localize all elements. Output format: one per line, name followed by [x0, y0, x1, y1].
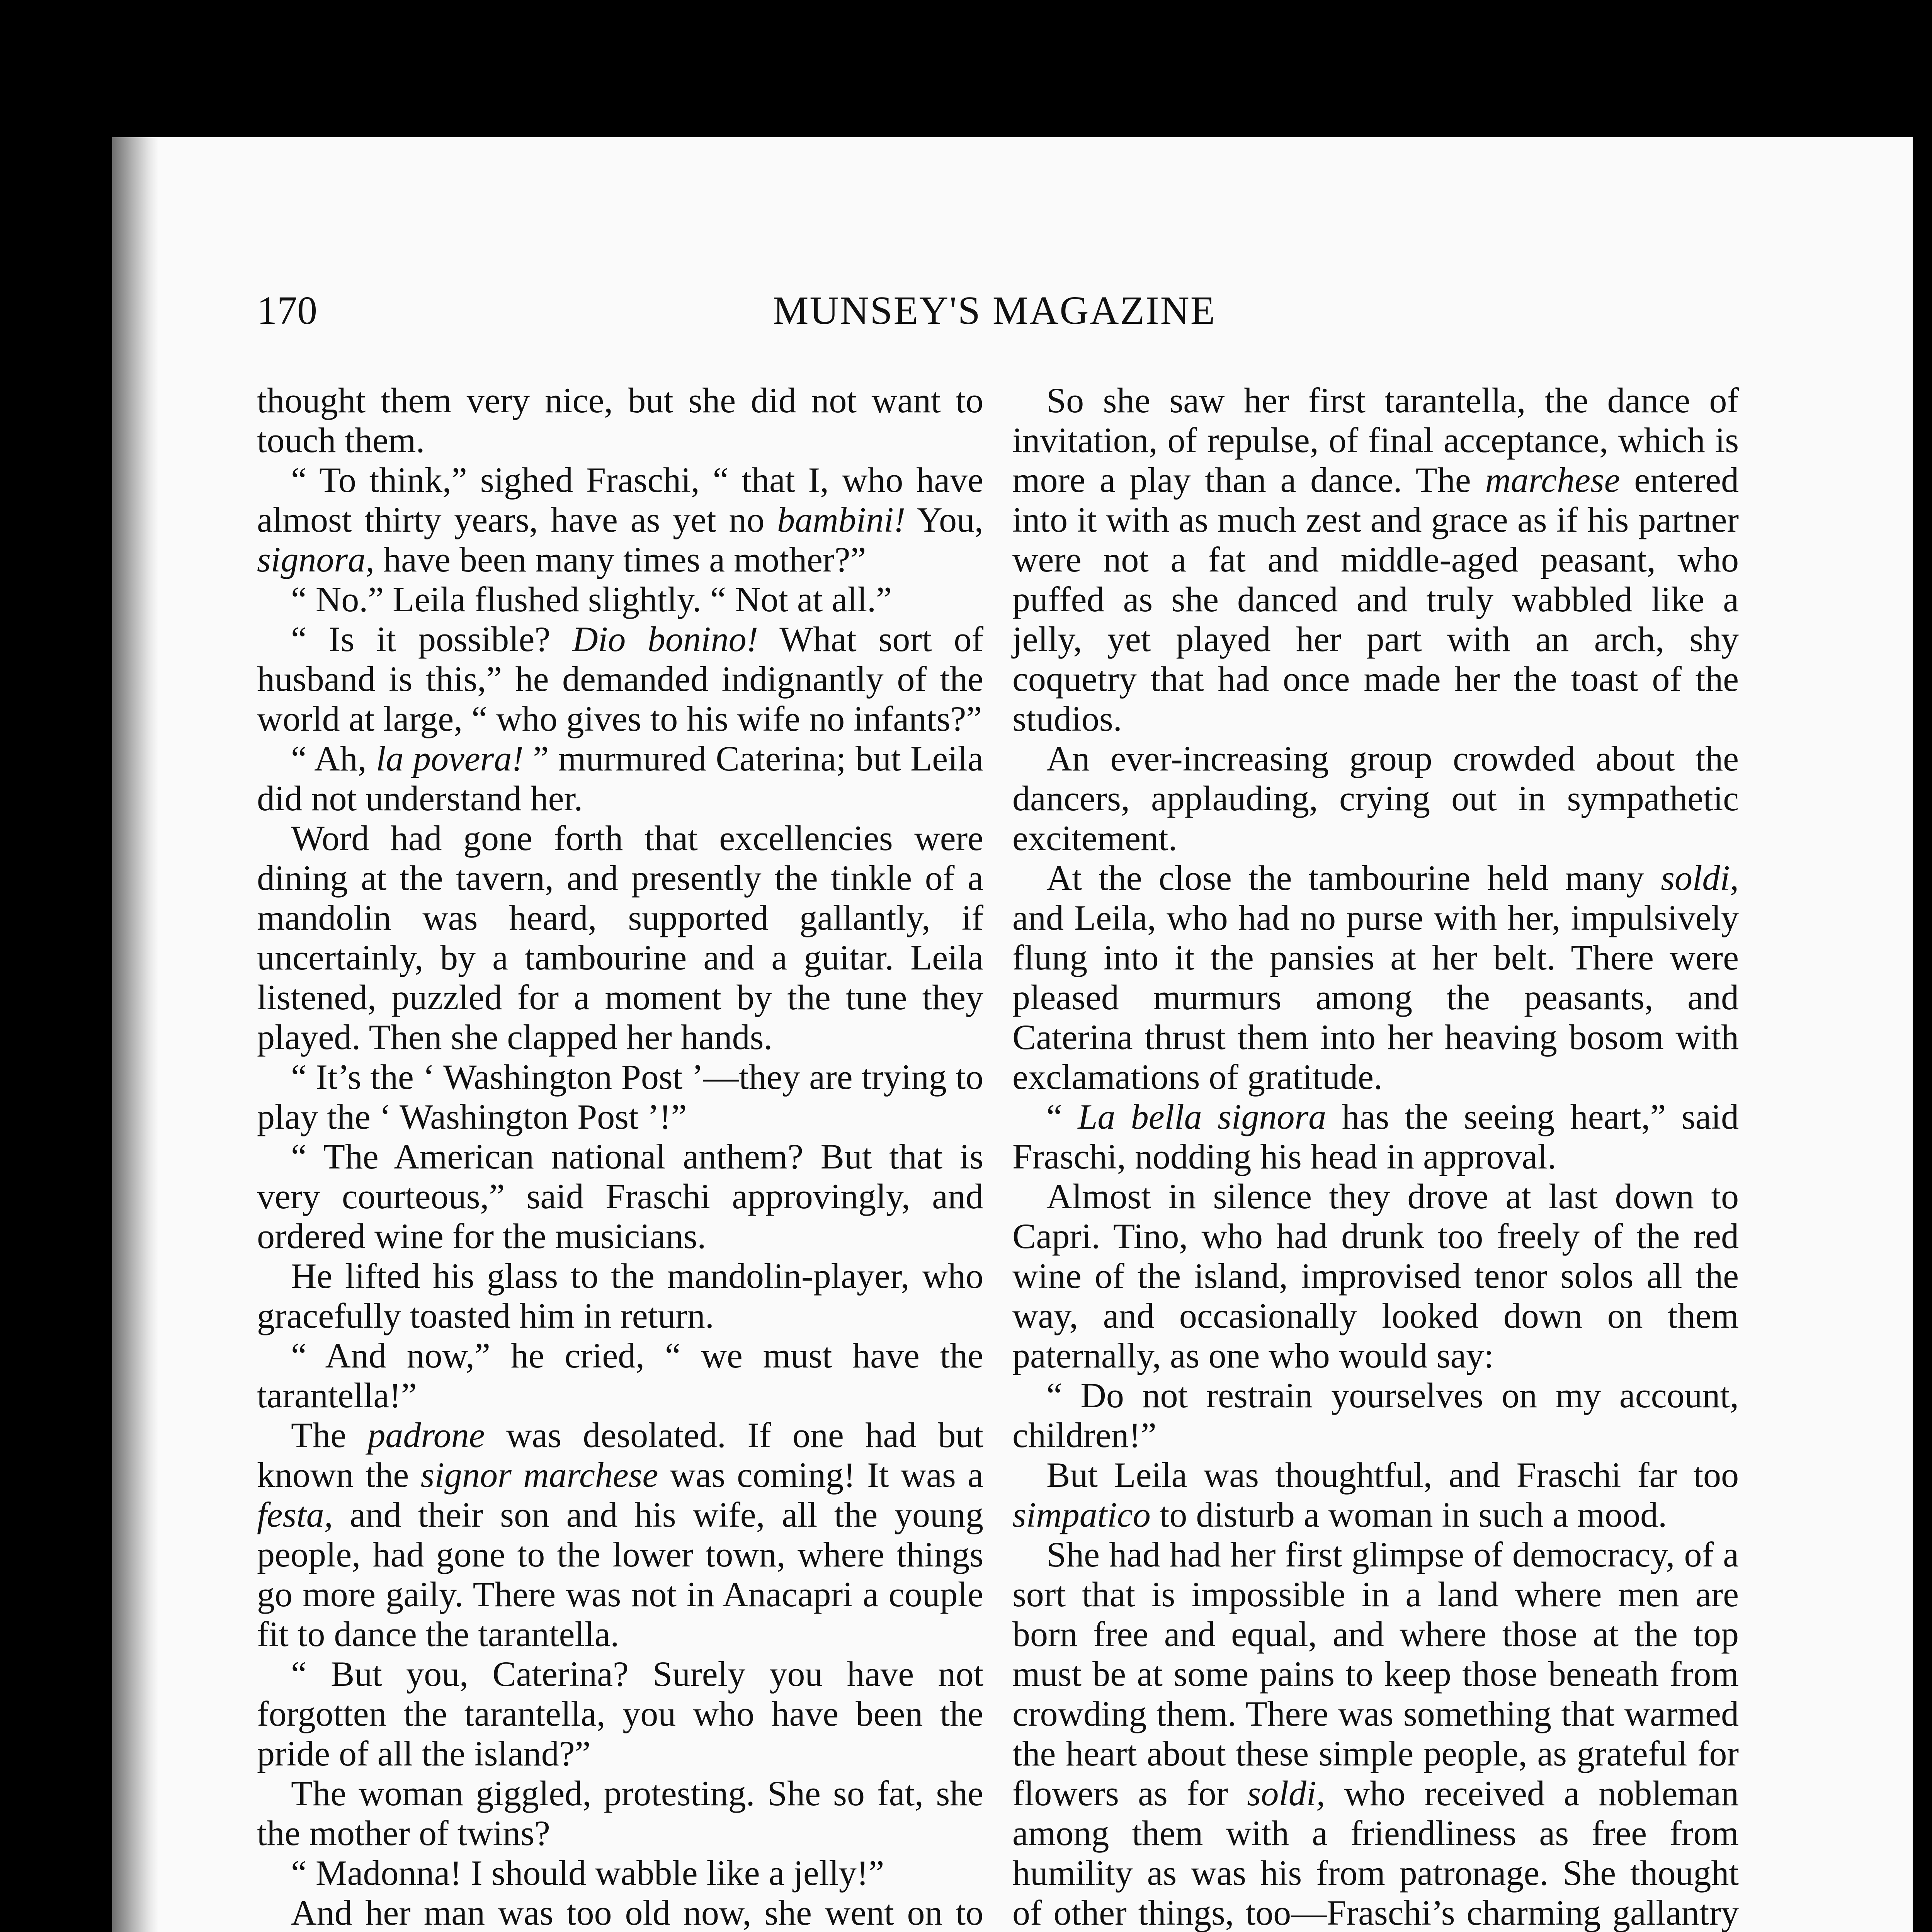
paragraph: “ And now,” he cried, “ we must have the tarantella!”	[257, 1336, 983, 1415]
paragraph: “ To think,” sighed Fraschi, “ that I, who have almost thirty years, have as yet no bambini! You, signora, have been many times a mother?”	[257, 460, 983, 579]
paragraph: “ Is it possible? Dio bonino! What sort of husband is this,” he demanded indignantly of the world at large, “ who gives to his wife no infants?”	[257, 619, 983, 738]
text-column-right	[1012, 381, 1739, 1932]
paragraph: “ It’s the ‘ Washington Post ’—they are trying to play the ‘ Washington Post ’!”	[257, 1057, 983, 1136]
page-number: 170	[257, 288, 317, 333]
paragraph: He lifted his glass to the mandolin-player, who gracefully toasted him in return.	[257, 1256, 983, 1335]
paragraph: thought them very nice, but she did not want to touch them.	[257, 381, 983, 460]
paragraph: But Leila was thoughtful, and Fraschi far too simpatico to disturb a woman in such a mood.	[1012, 1455, 1739, 1534]
running-title: MUNSEY'S MAGAZINE	[773, 288, 1216, 333]
paragraph: “ The American national anthem? But that is very courteous,” said Fraschi approvingly, and ordered wine for the musicians.	[257, 1137, 983, 1256]
book-spine-shadow	[112, 137, 158, 1932]
paragraph: The woman giggled, protesting. She so fat, she the mother of twins?	[257, 1774, 983, 1853]
paragraph: “ No.” Leila flushed slightly. “ Not at all.”	[291, 580, 892, 619]
paragraph: “ Madonna! I should wabble like a jelly!”	[291, 1853, 884, 1893]
paragraph: At the close the tambourine held many soldi, and Leila, who had no purse with her, impulsively flung into it the pansies at her belt. There were pleased murmurs among the peasants, and Caterina thrust them into her heaving bosom with exclamations of gratitude.	[1012, 858, 1739, 1097]
paragraph: Almost in silence they drove at last down to Capri. Tino, who had drunk too freely of the red wine of the island, improvised tenor solos all the way, and occasionally looked down on them paternally, as one who would say:	[1012, 1177, 1739, 1375]
paragraph: She had had her first glimpse of democracy, of a sort that is impossible in a land where men are born free and equal, and where those at the top must be at some pains to keep those beneath from crowding them. There was something that warmed the heart about these simple people, as grateful for flowers as for soldi, who received a nobleman among them with a friendliness as free from humility as was his from patronage. She thought of other things, too—Fraschi’s charming gallantry	[1012, 1535, 1739, 1932]
paragraph: “ La bella signora has the seeing heart,” said Fraschi, nodding his head in approval.	[1012, 1097, 1739, 1176]
paragraph: Word had gone forth that excellencies were dining at the tavern, and presently the tinkle of a mandolin was heard, supported gallantly, if uncertainly, by a tambourine and a guitar. Leila listened, puzzled for a moment by the tune they played. Then she clapped her hands.	[257, 818, 983, 1057]
paragraph: “ But you, Caterina? Surely you have not forgotten the tarantella, you who have been the pride of all the island?”	[257, 1654, 983, 1773]
paragraph: The padrone was desolated. If one had but known the signor marchese was coming! It was a festa, and their son and his wife, all the young people, had gone to the lower town, where things go more gaily. There was not in Anacapri a couple fit to dance the tarantella.	[257, 1415, 983, 1654]
paragraph: An ever-increasing group crowded about the dancers, applauding, crying out in sympathetic excitement.	[1012, 739, 1739, 858]
paragraph: And her man was too old now, she went on to	[291, 1893, 983, 1932]
text-column-left	[257, 381, 983, 1932]
paragraph: So she saw her first tarantella, the dance of invitation, of repulse, of final acceptance, which is more a play than a dance. The marchese entered into it with as much zest and grace as if his partner were not a fat and middle-aged peasant, who puffed as she danced and truly wabbled like a jelly, yet played her part with an arch, shy coquetry that had once made her the toast of the studios.	[1012, 381, 1739, 738]
paragraph: “ Do not restrain yourselves on my account, children!”	[1012, 1376, 1739, 1455]
paragraph: “ Ah, la povera! ” murmured Caterina; but Leila did not understand her.	[257, 739, 983, 818]
